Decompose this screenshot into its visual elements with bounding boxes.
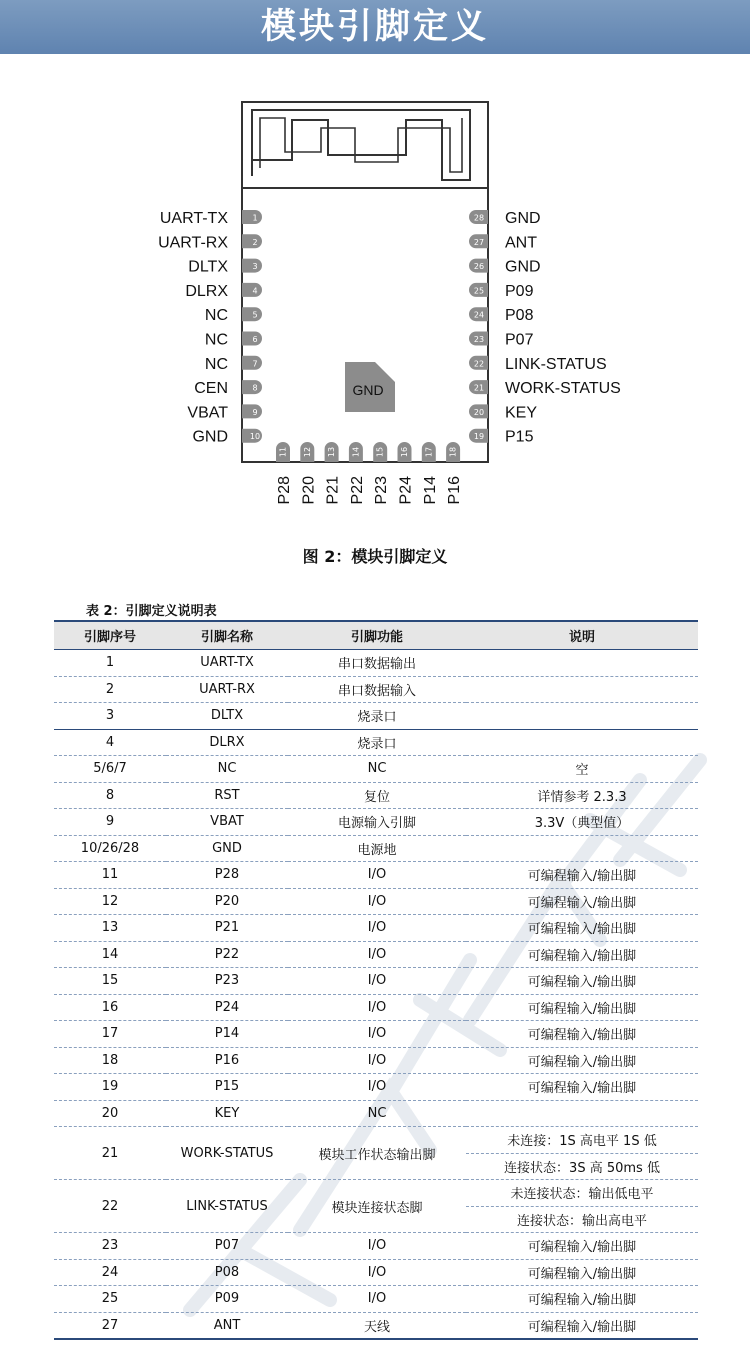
cell-pin-function: I/O [288,1233,466,1260]
cell-pin-number: 11 [54,862,166,889]
cell-pin-number: 12 [54,888,166,915]
left-pin-number: 6 [252,335,258,344]
pin-definition-table [54,620,698,1340]
bottom-pin-number: 13 [327,446,337,458]
cell-pin-name: LINK-STATUS [166,1180,288,1233]
cell-pin-function: 模块连接状态脚 [288,1180,466,1233]
table-row [54,968,698,995]
table-row [54,756,698,783]
cell-pin-name: UART-RX [166,676,288,703]
table-row [54,835,698,862]
table-row [54,1286,698,1313]
bottom-pin-number: 17 [424,446,434,458]
right-pin-number: 25 [473,286,485,296]
table-row [54,1021,698,1048]
table-row [54,650,698,677]
table-row [54,888,698,915]
bottom-pin-number: 15 [375,446,385,458]
cell-pin-function: NC [288,1100,466,1127]
right-pin-number: 22 [473,359,485,369]
left-pin-label: UART-TX [159,210,228,227]
bottom-pin-number: 12 [302,446,312,458]
cell-pin-function: I/O [288,994,466,1021]
cell-pin-function: I/O [288,1047,466,1074]
cell-pin-name: RST [166,782,288,809]
left-pin-label: DLRX [185,282,228,300]
cell-description [466,1100,698,1127]
cell-pin-name: P15 [166,1074,288,1101]
left-pin-label: NC [204,331,228,349]
cell-description: 连接状态：3S 高 50ms 低 [466,1153,698,1180]
cell-pin-function: I/O [288,1259,466,1286]
bottom-pin-number: 14 [351,446,361,458]
cell-pin-name: P21 [166,915,288,942]
cell-pin-number: 14 [54,941,166,968]
cell-pin-name: NC [166,756,288,783]
cell-pin-number: 21 [54,1127,166,1180]
bottom-pin-label: P21 [324,476,342,505]
left-pin-number: 8 [252,383,258,393]
table-row [54,1074,698,1101]
right-pin-number: 28 [473,213,485,223]
left-pin-number: 2 [252,237,258,247]
center-pad-label: GND [352,382,384,398]
cell-pin-number: 19 [54,1074,166,1101]
table-body [54,650,698,1340]
right-pin-label: GND [505,258,541,276]
cell-pin-function: I/O [288,1074,466,1101]
cell-pin-function: I/O [288,862,466,889]
cell-description: 可编程输入/输出脚 [466,1047,698,1074]
cell-pin-number: 3 [54,703,166,730]
cell-pin-name: VBAT [166,809,288,836]
module-pinout-diagram [0,95,750,515]
bottom-pin-number: 18 [448,446,458,458]
table-row [54,729,698,756]
bottom-pin-label: P16 [446,476,464,505]
right-pin-label: GND [505,210,541,227]
cell-pin-number: 1 [54,650,166,677]
left-pin-number: 10 [249,432,261,442]
cell-description [466,676,698,703]
cell-pin-function: 串口数据输入 [288,676,466,703]
cell-description: 可编程输入/输出脚 [466,1259,698,1286]
cell-pin-name: WORK-STATUS [166,1127,288,1180]
cell-pin-function: I/O [288,1286,466,1313]
cell-description: 可编程输入/输出脚 [466,968,698,995]
table-row [54,1312,698,1339]
right-pin-label: KEY [505,404,538,422]
cell-pin-number: 24 [54,1259,166,1286]
table-row [54,862,698,889]
bottom-pin-number: 16 [400,446,409,458]
cell-pin-name: P23 [166,968,288,995]
table-row [54,1047,698,1074]
cell-pin-function: 天线 [288,1312,466,1339]
table-row [54,703,698,730]
table-row [54,915,698,942]
table-title: 表 2：引脚定义说明表 [86,604,217,619]
right-pin-number: 24 [473,310,485,320]
bottom-pin-label: P14 [421,476,439,505]
cell-pin-function: 烧录口 [288,729,466,756]
cell-description: 未连接：1S 高电平 1S 低 [466,1127,698,1154]
cell-description: 可编程输入/输出脚 [466,941,698,968]
cell-pin-name: GND [166,835,288,862]
header-description: 说明 [466,621,698,650]
cell-pin-name: P07 [166,1233,288,1260]
cell-pin-name: P20 [166,888,288,915]
cell-pin-number: 18 [54,1047,166,1074]
cell-description: 可编程输入/输出脚 [466,1312,698,1339]
table-row [54,1127,698,1154]
cell-pin-name: P09 [166,1286,288,1313]
cell-pin-number: 4 [54,729,166,756]
cell-pin-name: P16 [166,1047,288,1074]
cell-pin-function: 电源地 [288,835,466,862]
table-row [54,994,698,1021]
left-pin-label: UART-RX [158,234,228,252]
left-pin-label: NC [204,307,228,325]
right-pin-group [469,210,621,446]
cell-pin-function: I/O [288,1021,466,1048]
header-pin-name: 引脚名称 [166,621,288,650]
cell-pin-function: 模块工作状态输出脚 [288,1127,466,1180]
cell-pin-function: 烧录口 [288,703,466,730]
cell-pin-name: P28 [166,862,288,889]
cell-pin-name: UART-TX [166,650,288,677]
cell-description [466,703,698,730]
table-header-row [54,621,698,650]
bottom-pin-label: P28 [276,476,293,505]
right-pin-label: LINK-STATUS [505,355,607,373]
cell-description: 3.3V（典型值） [466,809,698,836]
left-pin-number: 1 [252,213,258,223]
cell-description: 连接状态：输出高电平 [466,1206,698,1233]
right-pin-number: 19 [473,432,485,442]
table-row [54,676,698,703]
page-title: 模块引脚定义 [260,7,489,47]
cell-pin-function: 复位 [288,782,466,809]
cell-pin-name: P22 [166,941,288,968]
cell-description: 可编程输入/输出脚 [466,888,698,915]
table-row [54,1259,698,1286]
cell-pin-function: I/O [288,915,466,942]
table-row [54,782,698,809]
table-row [54,1233,698,1260]
cell-pin-function: I/O [288,968,466,995]
left-pin-label: DLTX [188,258,228,276]
right-pin-number: 23 [473,335,485,344]
header-pin-number: 引脚序号 [54,621,166,650]
cell-pin-number: 17 [54,1021,166,1048]
bottom-pin-label: P24 [397,476,415,505]
bottom-pin-number: 11 [278,446,288,458]
cell-pin-number: 10/26/28 [54,835,166,862]
cell-description: 可编程输入/输出脚 [466,994,698,1021]
cell-pin-number: 2 [54,676,166,703]
cell-description: 空 [466,756,698,783]
bottom-pin-label: P23 [373,476,391,505]
table-row [54,1100,698,1127]
cell-description: 可编程输入/输出脚 [466,862,698,889]
left-pin-label: VBAT [187,404,228,422]
right-pin-number: 21 [473,383,485,393]
cell-pin-function: 串口数据输出 [288,650,466,677]
right-pin-number: 27 [473,237,485,247]
left-pin-label: NC [204,355,228,373]
cell-description: 可编程输入/输出脚 [466,1074,698,1101]
cell-description: 可编程输入/输出脚 [466,915,698,942]
right-pin-label: ANT [505,234,537,252]
cell-pin-number: 9 [54,809,166,836]
left-pin-number: 9 [252,407,258,417]
cell-pin-name: P14 [166,1021,288,1048]
left-pin-label: CEN [194,380,228,398]
right-pin-label: P07 [505,331,534,349]
cell-description [466,835,698,862]
cell-pin-name: P24 [166,994,288,1021]
left-pin-number: 5 [252,310,258,320]
bottom-pin-label: P22 [348,476,366,505]
cell-pin-name: ANT [166,1312,288,1339]
cell-description: 可编程输入/输出脚 [466,1021,698,1048]
right-pin-label: WORK-STATUS [505,380,621,398]
cell-pin-function: I/O [288,888,466,915]
right-pin-number: 20 [473,407,485,417]
cell-pin-number: 27 [54,1312,166,1339]
cell-description: 可编程输入/输出脚 [466,1233,698,1260]
cell-pin-number: 22 [54,1180,166,1233]
cell-pin-name: P08 [166,1259,288,1286]
cell-pin-number: 13 [54,915,166,942]
right-pin-label: P08 [505,307,534,325]
cell-pin-number: 25 [54,1286,166,1313]
left-pin-number: 4 [252,286,258,296]
left-pin-number: 7 [252,359,258,369]
cell-pin-function: NC [288,756,466,783]
cell-description [466,650,698,677]
cell-pin-name: KEY [166,1100,288,1127]
cell-pin-number: 16 [54,994,166,1021]
cell-pin-function: I/O [288,941,466,968]
cell-pin-number: 20 [54,1100,166,1127]
table-row [54,809,698,836]
cell-pin-function: 电源输入引脚 [288,809,466,836]
right-pin-label: P15 [505,428,534,446]
cell-pin-number: 8 [54,782,166,809]
cell-description [466,729,698,756]
cell-description: 详情参考 2.3.3 [466,782,698,809]
left-pin-number: 3 [252,262,258,272]
cell-pin-number: 5/6/7 [54,756,166,783]
left-pin-label: GND [192,428,228,446]
header-pin-function: 引脚功能 [288,621,466,650]
cell-pin-name: DLTX [166,703,288,730]
cell-description: 可编程输入/输出脚 [466,1286,698,1313]
table-row [54,941,698,968]
right-pin-number: 26 [473,262,485,272]
table-row [54,1180,698,1207]
cell-pin-number: 23 [54,1233,166,1260]
cell-pin-number: 15 [54,968,166,995]
bottom-pin-label: P20 [300,476,318,505]
right-pin-label: P09 [505,282,534,300]
cell-description: 未连接状态：输出低电平 [466,1180,698,1207]
cell-pin-name: DLRX [166,729,288,756]
figure-caption: 图 2：模块引脚定义 [302,547,448,566]
